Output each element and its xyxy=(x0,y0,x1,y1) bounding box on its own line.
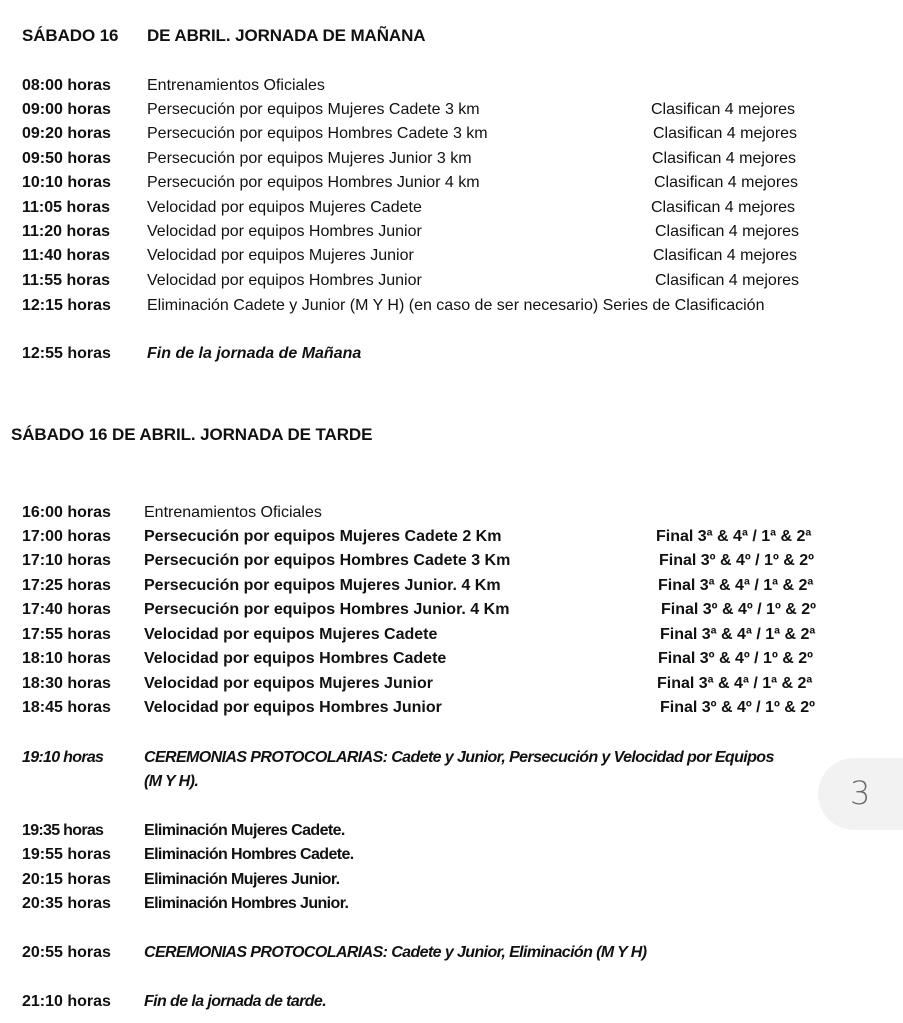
row-time: 17:10 horas xyxy=(22,552,111,569)
row-event: Entrenamientos Oficiales xyxy=(144,504,322,521)
row-time: 11:20 horas xyxy=(22,223,111,240)
row-event: CEREMONIAS PROTOCOLARIAS: Cadete y Junior, Eliminación (M Y H) xyxy=(144,944,647,961)
row-note: Clasifican 4 mejores xyxy=(653,125,798,142)
row-time: 18:45 horas xyxy=(22,699,111,716)
row-event: Persecución por equipos Mujeres Junior 3 km xyxy=(147,150,472,167)
row-note: Final 3º & 4º / 1º & 2º xyxy=(661,601,816,618)
row-event: Velocidad por equipos Mujeres Cadete xyxy=(144,626,438,643)
row-time: 10:10 horas xyxy=(22,174,111,191)
row-event: Persecución por equipos Mujeres Cadete 2 Km xyxy=(144,528,502,545)
row-time: 19:35 horas xyxy=(22,822,104,839)
row-note: Clasifican 4 mejores xyxy=(651,101,796,118)
row-note: Clasifican 4 mejores xyxy=(655,223,800,240)
row-time: 20:55 horas xyxy=(22,944,111,961)
row-event: Velocidad por equipos Hombres Junior xyxy=(144,699,442,716)
row-note: Final 3ª & 4ª / 1ª & 2ª xyxy=(660,626,816,643)
row-event: Entrenamientos Oficiales xyxy=(147,77,325,94)
row-event: Eliminación Hombres Junior. xyxy=(144,895,349,912)
row-event: Persecución por equipos Hombres Junior 4 km xyxy=(147,174,480,191)
row-event: Eliminación Mujeres Cadete. xyxy=(144,822,345,839)
row-time: 17:40 horas xyxy=(22,601,111,618)
row-event: CEREMONIAS PROTOCOLARIAS: Cadete y Junior, Persecución y Velocidad por Equipos xyxy=(144,749,774,766)
row-event: Persecución por equipos Mujeres Junior. 4 Km xyxy=(144,577,501,594)
page-number: 3 xyxy=(850,774,871,812)
morning-heading-title: DE ABRIL. JORNADA DE MAÑANA xyxy=(147,26,426,45)
row-time: 20:15 horas xyxy=(22,871,111,888)
row-time: 12:15 horas xyxy=(22,297,111,314)
morning-heading-day: SÁBADO 16 xyxy=(22,26,119,45)
row-time: 11:55 horas xyxy=(22,272,111,289)
row-note: Clasifican 4 mejores xyxy=(653,247,798,264)
row-event: Eliminación Cadete y Junior (M Y H) (en caso de ser necesario) Series de Clasificación xyxy=(147,297,765,314)
row-time: 17:25 horas xyxy=(22,577,111,594)
row-time: 09:20 horas xyxy=(22,125,111,142)
row-note: Clasifican 4 mejores xyxy=(654,174,799,191)
row-time: 18:30 horas xyxy=(22,675,111,692)
row-event: Persecución por equipos Hombres Cadete 3 Km xyxy=(144,552,511,569)
row-event: Eliminación Hombres Cadete. xyxy=(144,846,354,863)
row-note: Final 3ª & 4ª / 1ª & 2ª xyxy=(658,577,814,594)
row-time: 12:55 horas xyxy=(22,345,111,362)
row-event: Velocidad por equipos Mujeres Junior xyxy=(144,675,433,692)
row-note: Clasifican 4 mejores xyxy=(652,150,797,167)
row-time: 19:55 horas xyxy=(22,846,111,863)
row-event: Eliminación Mujeres Junior. xyxy=(144,871,340,888)
row-note: Final 3ª & 4ª / 1ª & 2ª xyxy=(656,528,812,545)
row-event: Fin de la jornada de tarde. xyxy=(144,993,327,1010)
row-time: 17:00 horas xyxy=(22,528,111,545)
row-time: 21:10 horas xyxy=(22,993,111,1010)
row-event: Velocidad por equipos Hombres Junior xyxy=(147,272,422,289)
row-event-continuation: (M Y H). xyxy=(144,773,199,790)
row-time: 17:55 horas xyxy=(22,626,111,643)
row-time: 08:00 horas xyxy=(22,77,111,94)
row-event: Persecución por equipos Hombres Junior. 4 Km xyxy=(144,601,510,618)
row-note: Final 3º & 4º / 1º & 2º xyxy=(660,699,815,716)
row-time: 19:10 horas xyxy=(22,749,104,766)
row-time: 20:35 horas xyxy=(22,895,111,912)
row-time: 11:05 horas xyxy=(22,199,111,216)
row-event: Persecución por equipos Mujeres Cadete 3 km xyxy=(147,101,480,118)
row-time: 16:00 horas xyxy=(22,504,111,521)
row-time: 11:40 horas xyxy=(22,247,111,264)
row-event: Velocidad por equipos Hombres Cadete xyxy=(144,650,447,667)
row-time: 09:50 horas xyxy=(22,150,111,167)
row-note: Clasifican 4 mejores xyxy=(655,272,800,289)
row-event: Velocidad por equipos Mujeres Junior xyxy=(147,247,414,264)
row-time: 18:10 horas xyxy=(22,650,111,667)
afternoon-heading: SÁBADO 16 DE ABRIL. JORNADA DE TARDE xyxy=(11,425,373,444)
row-event: Fin de la jornada de Mañana xyxy=(147,345,362,362)
row-note: Final 3º & 4º / 1º & 2º xyxy=(659,552,814,569)
row-time: 09:00 horas xyxy=(22,101,111,118)
row-note: Final 3º & 4º / 1º & 2º xyxy=(658,650,813,667)
row-event: Persecución por equipos Hombres Cadete 3 km xyxy=(147,125,488,142)
row-event: Velocidad por equipos Mujeres Cadete xyxy=(147,199,422,216)
row-event: Velocidad por equipos Hombres Junior xyxy=(147,223,422,240)
row-note: Final 3ª & 4ª / 1ª & 2ª xyxy=(657,675,813,692)
row-note: Clasifican 4 mejores xyxy=(651,199,796,216)
